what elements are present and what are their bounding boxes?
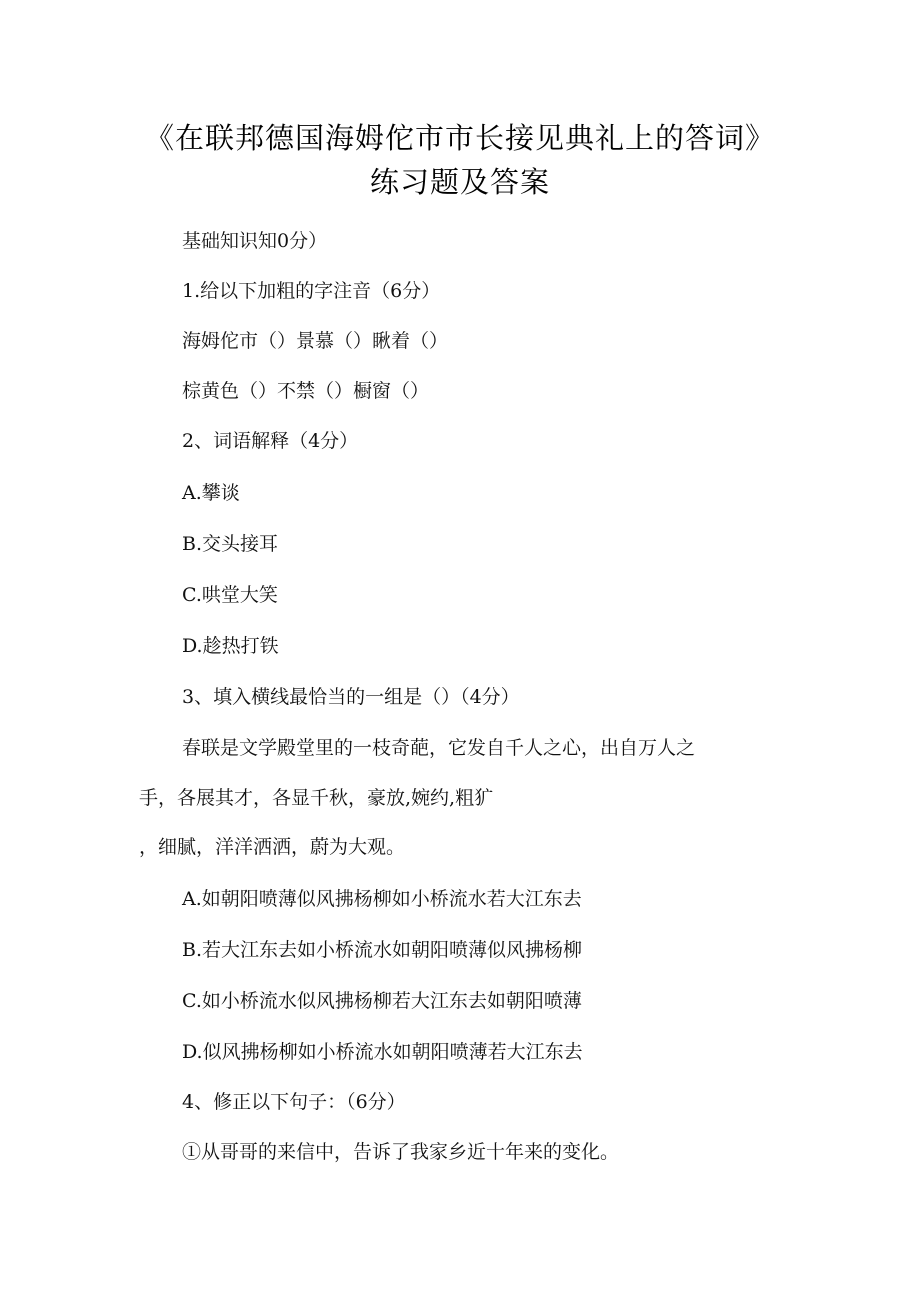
document-subtitle: 练习题及答案 — [369, 165, 550, 199]
question-3-passage-line1: 春联是文学殿堂里的一枝奇葩，它发自千人之心，出自万人之 — [182, 737, 696, 759]
question-3-option-d: D.似风拂杨柳如小桥流水如朝阳喷薄若大江东去 — [182, 1041, 583, 1063]
question-3-passage-line2: 手，各展其才，各显千秋，豪放,婉约,粗犷 — [139, 787, 494, 809]
question-2-option-c: C.哄堂大笑 — [182, 584, 278, 606]
document-title: 《在联邦德国海姆佗市市长接见典礼上的答词》 — [144, 121, 775, 155]
question-4: 4、修正以下句子：（6分） — [182, 1091, 406, 1113]
question-3-passage-line3: ，细腻，洋洋洒洒，蔚为大观。 — [139, 836, 406, 858]
question-3: 3、填入横线最恰当的一组是（）（4分） — [182, 686, 520, 708]
question-3-option-b: B.若大江东去如小桥流水如朝阳喷薄似风拂杨柳 — [182, 939, 583, 961]
section-heading: 基础知识知0分） — [182, 230, 328, 252]
question-1: 1.给以下加粗的字注音（6分） — [182, 280, 441, 302]
question-3-option-a: A.如朝阳喷薄似风拂杨柳如小桥流水若大江东去 — [182, 888, 582, 910]
question-1-items-row1: 海姆佗市（）景慕（）瞅着（） — [182, 330, 449, 352]
question-1-items-row2: 棕黄色（）不禁（）橱窗（） — [182, 380, 430, 402]
question-4-sentence-1: ①从哥哥的来信中，告诉了我家乡近十年来的变化。 — [182, 1141, 620, 1163]
question-2: 2、词语解释（4分） — [182, 430, 359, 452]
question-3-option-c: C.如小桥流水似风拂杨柳若大江东去如朝阳喷薄 — [182, 990, 582, 1012]
question-2-option-b: B.交头接耳 — [182, 533, 279, 555]
question-2-option-a: A.攀谈 — [182, 482, 240, 504]
question-2-option-d: D.趁热打铁 — [182, 635, 279, 657]
